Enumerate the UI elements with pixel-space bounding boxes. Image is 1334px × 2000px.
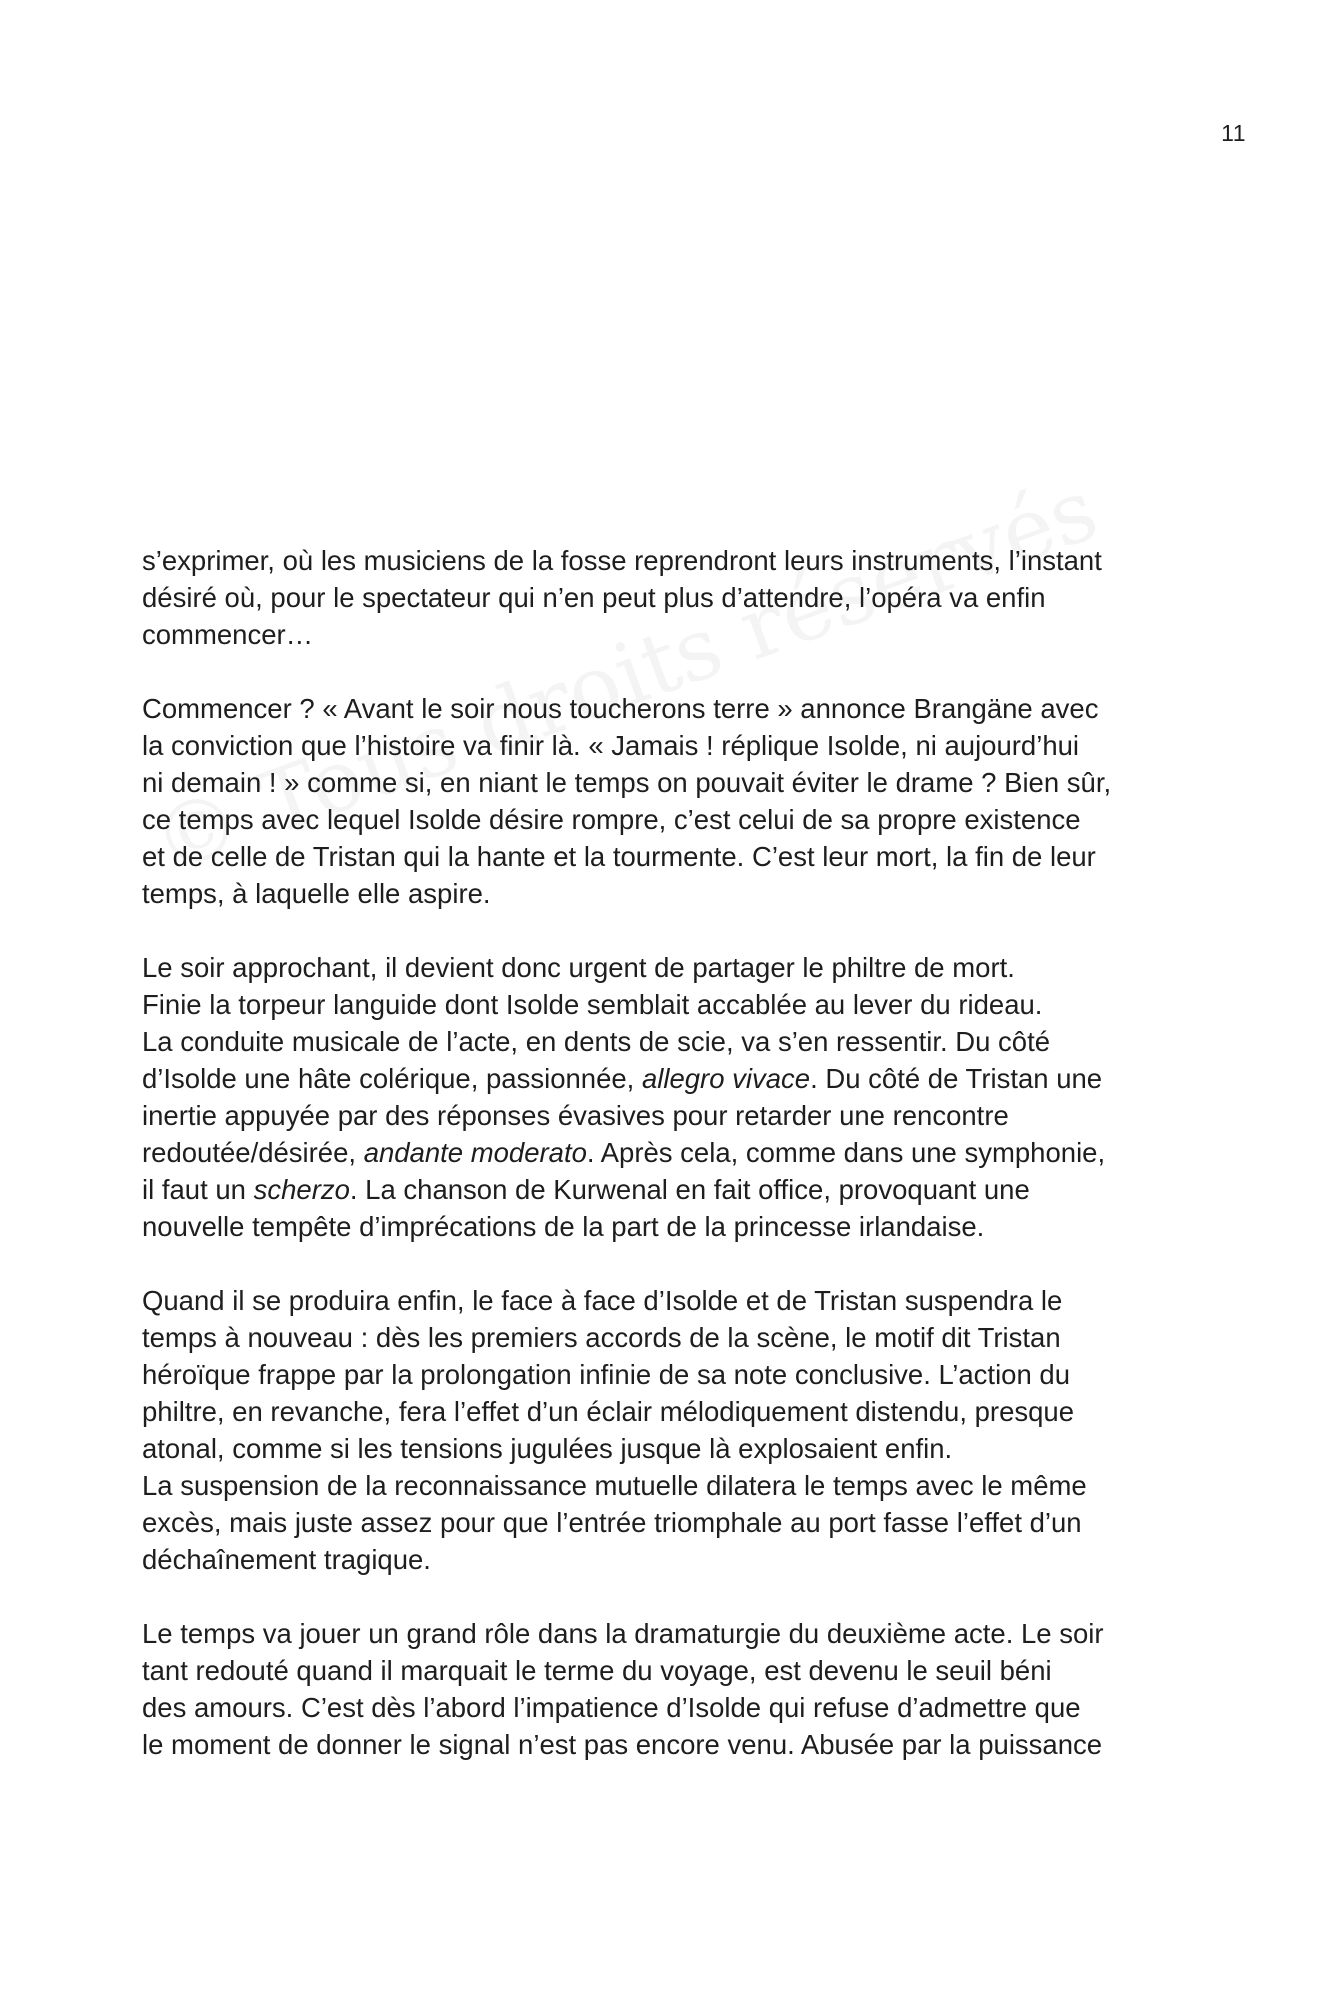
text-segment: ce temps avec lequel Isolde désire rompre, c’est celui de sa propre existence bbox=[142, 804, 1081, 835]
text-line bbox=[142, 616, 1202, 653]
text-line bbox=[142, 1393, 1202, 1430]
text-line bbox=[142, 1726, 1202, 1763]
page-number: 11 bbox=[1221, 120, 1246, 146]
paragraph bbox=[142, 690, 1202, 912]
text-line bbox=[142, 1060, 1202, 1097]
text-segment: redoutée/désirée, bbox=[142, 1137, 364, 1168]
italic-term: scherzo bbox=[253, 1174, 350, 1205]
text-segment: tant redouté quand il marquait le terme du voyage, est devenu le seuil béni bbox=[142, 1655, 1052, 1686]
text-line bbox=[142, 1356, 1202, 1393]
text-segment: le moment de donner le signal n’est pas encore venu. Abusée par la puissance bbox=[142, 1729, 1103, 1760]
italic-term: allegro vivace bbox=[641, 1063, 811, 1094]
text-line bbox=[142, 1541, 1202, 1578]
text-segment: déchaînement tragique. bbox=[142, 1544, 431, 1575]
text-segment: . La chanson de Kurwenal en fait office, provoquant une bbox=[349, 1174, 1030, 1205]
text-line bbox=[142, 986, 1202, 1023]
text-segment: il faut un bbox=[142, 1174, 254, 1205]
text-segment: La suspension de la reconnaissance mutuelle dilatera le temps avec le même bbox=[142, 1470, 1087, 1501]
text-line bbox=[142, 1689, 1202, 1726]
text-line bbox=[142, 875, 1202, 912]
text-segment: inertie appuyée par des réponses évasives pour retarder une rencontre bbox=[142, 1100, 1009, 1131]
text-line bbox=[142, 1134, 1202, 1171]
paragraph bbox=[142, 1615, 1202, 1763]
text-line bbox=[142, 727, 1202, 764]
text-line bbox=[142, 1023, 1202, 1060]
text-line bbox=[142, 1171, 1202, 1208]
text-segment: des amours. C’est dès l’abord l’impatience d’Isolde qui refuse d’admettre que bbox=[142, 1692, 1081, 1723]
text-segment: et de celle de Tristan qui la hante et la tourmente. C’est leur mort, la fin de leur bbox=[142, 841, 1096, 872]
body-text bbox=[142, 542, 1202, 1763]
text-line bbox=[142, 1319, 1202, 1356]
text-line bbox=[142, 1467, 1202, 1504]
text-line bbox=[142, 1652, 1202, 1689]
text-segment: ni demain ! » comme si, en niant le temps on pouvait éviter le drame ? Bien sûr, bbox=[142, 767, 1112, 798]
text-segment: atonal, comme si les tensions jugulées jusque là explosaient enfin. bbox=[142, 1433, 953, 1464]
text-segment: d’Isolde une hâte colérique, passionnée, bbox=[142, 1063, 642, 1094]
text-segment: héroïque frappe par la prolongation infinie de sa note conclusive. L’action du bbox=[142, 1359, 1071, 1390]
text-segment: Le soir approchant, il devient donc urgent de partager le philtre de mort. bbox=[142, 952, 1015, 983]
text-line bbox=[142, 1430, 1202, 1467]
text-segment: philtre, en revanche, fera l’effet d’un éclair mélodiquement distendu, presque bbox=[142, 1396, 1075, 1427]
text-segment: désiré où, pour le spectateur qui n’en peut plus d’attendre, l’opéra va enfin bbox=[142, 582, 1046, 613]
paragraph bbox=[142, 949, 1202, 1245]
text-line bbox=[142, 690, 1202, 727]
text-segment: nouvelle tempête d’imprécations de la part de la princesse irlandaise. bbox=[142, 1211, 985, 1242]
text-line bbox=[142, 838, 1202, 875]
text-segment: s’exprimer, où les musiciens de la fosse reprendront leurs instruments, l’instant bbox=[142, 545, 1102, 576]
text-line bbox=[142, 801, 1202, 838]
text-segment: la conviction que l’histoire va finir là. « Jamais ! réplique Isolde, ni aujourd’hui bbox=[142, 730, 1080, 761]
text-segment: temps, à laquelle elle aspire. bbox=[142, 878, 491, 909]
italic-term: andante moderato bbox=[363, 1137, 587, 1168]
text-segment: Le temps va jouer un grand rôle dans la dramaturgie du deuxième acte. Le soir bbox=[142, 1618, 1104, 1649]
text-segment: Quand il se produira enfin, le face à face d’Isolde et de Tristan suspendra le bbox=[142, 1285, 1063, 1316]
text-segment: . Après cela, comme dans une symphonie, bbox=[586, 1137, 1106, 1168]
text-segment: La conduite musicale de l’acte, en dents de scie, va s’en ressentir. Du côté bbox=[142, 1026, 1051, 1057]
text-segment: excès, mais juste assez pour que l’entrée triomphale au port fasse l’effet d’un bbox=[142, 1507, 1082, 1538]
text-segment: commencer… bbox=[142, 619, 314, 650]
text-line bbox=[142, 1615, 1202, 1652]
text-line bbox=[142, 949, 1202, 986]
text-line bbox=[142, 764, 1202, 801]
text-segment: Finie la torpeur languide dont Isolde semblait accablée au lever du rideau. bbox=[142, 989, 1043, 1020]
text-segment: Commencer ? « Avant le soir nous toucherons terre » annonce Brangäne avec bbox=[142, 693, 1099, 724]
text-line bbox=[142, 1504, 1202, 1541]
text-line bbox=[142, 542, 1202, 579]
text-line bbox=[142, 1282, 1202, 1319]
text-segment: . Du côté de Tristan une bbox=[810, 1063, 1103, 1094]
text-line bbox=[142, 1097, 1202, 1134]
paragraph bbox=[142, 1282, 1202, 1578]
text-line bbox=[142, 1208, 1202, 1245]
paragraph bbox=[142, 542, 1202, 653]
text-line bbox=[142, 579, 1202, 616]
text-segment: temps à nouveau : dès les premiers accords de la scène, le motif dit Tristan bbox=[142, 1322, 1061, 1353]
